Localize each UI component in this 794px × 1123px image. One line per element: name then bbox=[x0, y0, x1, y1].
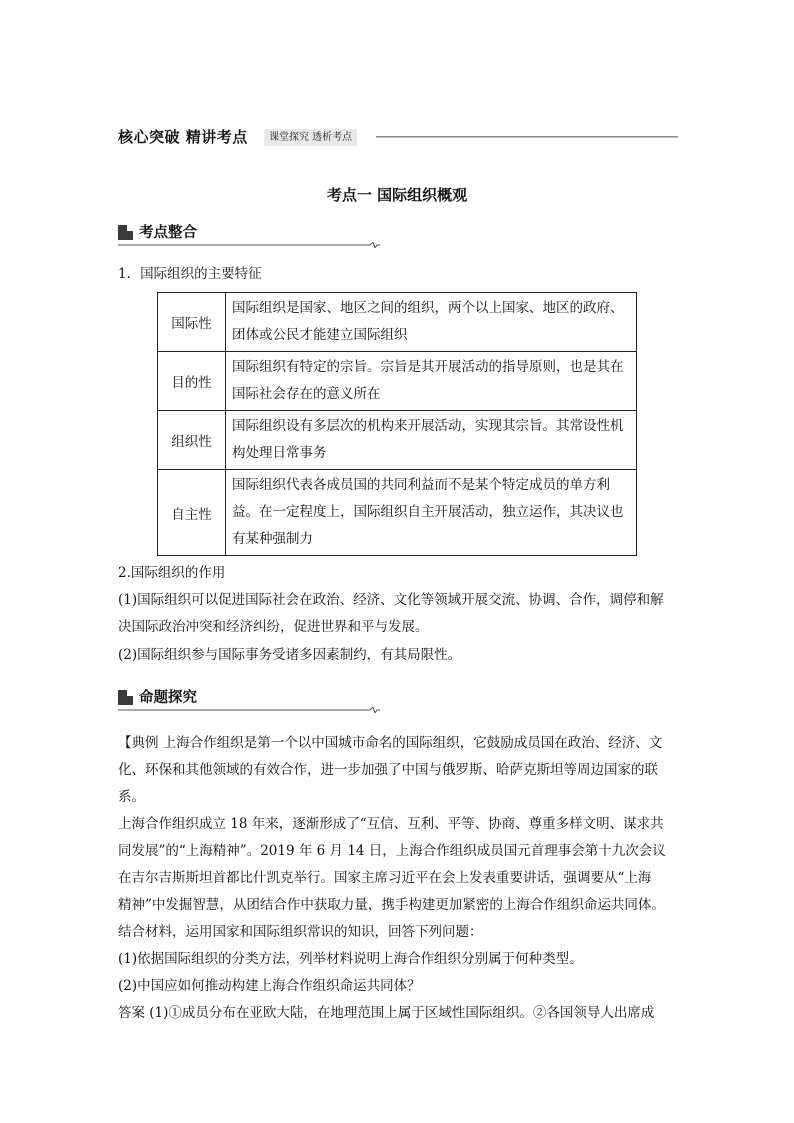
page-title: 考点一 国际组织概观 bbox=[326, 186, 468, 204]
section-marker-icon bbox=[118, 690, 133, 705]
section-underline bbox=[118, 242, 380, 248]
table-row bbox=[158, 411, 637, 470]
answer-line: 答案 (1)①成员分布在亚欧大陆，在地理范围上属于区域性国际组织。②各国领导人出席成 bbox=[118, 1005, 655, 1021]
question-1: (1)依据国际组织的分类方法，列举材料说明上海合作组织分别属于何种类型。 bbox=[118, 951, 583, 967]
section-marker-icon bbox=[118, 225, 133, 240]
feature-term: 国际性 bbox=[158, 293, 226, 352]
header-subtitle-tag: 课堂探究 透析考点 bbox=[264, 129, 357, 146]
roles-item-1-line-2: 决国际政治冲突和经济纠纷，促进世界和平与发展。 bbox=[118, 619, 429, 635]
section-underline bbox=[118, 707, 380, 713]
feature-term: 组织性 bbox=[158, 411, 226, 470]
feature-description: 国际组织有特定的宗旨。宗旨是其开展活动的指导原则，也是其在国际社会存在的意义所在 bbox=[226, 352, 637, 411]
section-header bbox=[118, 126, 678, 148]
feature-term: 自主性 bbox=[158, 470, 226, 556]
table-row bbox=[158, 470, 637, 556]
section-title: 考点整合 bbox=[139, 225, 197, 241]
example-line: 【典例 上海合作组织是第一个以中国城市命名的国际组织，它鼓励成员国在政治、经济、文 bbox=[118, 735, 663, 751]
roles-item-1-line-1: (1)国际组织可以促进国际社会在政治、经济、文化等领域开展交流、协调、合作，调停和解 bbox=[118, 592, 664, 608]
feature-description: 国际组织代表各成员国的共同利益而不是某个特定成员的单方利益。在一定程度上，国际组织自主开展活动，独立运作，其决议也有某种强制力 bbox=[226, 470, 637, 556]
example-line: 精神”中发掘智慧，从团结合作中获取力量，携手构建更加紧密的上海合作组织命运共同体。 bbox=[118, 897, 665, 913]
roles-item-2: (2)国际组织参与国际事务受诸多因素制约，有其局限性。 bbox=[118, 647, 462, 663]
feature-description: 国际组织设有多层次的机构来开展活动，实现其宗旨。其常设性机构处理日常事务 bbox=[226, 411, 637, 470]
section-heading-integration bbox=[118, 221, 380, 243]
example-line: 系。 bbox=[118, 789, 145, 805]
feature-term: 目的性 bbox=[158, 352, 226, 411]
example-line: 化、环保和其他领域的有效合作，进一步加强了中国与俄罗斯、哈萨克斯坦等周边国家的联 bbox=[118, 762, 658, 778]
table-row bbox=[158, 293, 637, 352]
roles-heading: 2.国际组织的作用 bbox=[118, 565, 226, 581]
header-main-title: 核心突破 精讲考点 bbox=[118, 128, 248, 146]
section-title: 命题探究 bbox=[139, 690, 197, 706]
features-heading: 1．国际组织的主要特征 bbox=[118, 266, 262, 282]
section-heading-exploration bbox=[118, 686, 380, 708]
header-rule bbox=[376, 136, 678, 138]
example-line: 上海合作组织成立 18 年来，逐渐形成了“互信、互利、平等、协商、尊重多样文明、谋求共 bbox=[118, 816, 664, 832]
question-2: (2)中国应如何推动构建上海合作组织命运共同体？ bbox=[118, 978, 421, 994]
example-line: 在吉尔吉斯斯坦首都比什凯克举行。国家主席习近平在会上发表重要讲话，强调要从“上海 bbox=[118, 870, 652, 886]
table-row bbox=[158, 352, 637, 411]
feature-description: 国际组织是国家、地区之间的组织，两个以上国家、地区的政府、团体或公民才能建立国际组织 bbox=[226, 293, 637, 352]
example-line: 结合材料，运用国家和国际组织常识的知识，回答下列问题： bbox=[118, 924, 483, 940]
example-line: 同发展”的“上海精神”。2019 年 6 月 14 日，上海合作组织成员国元首理事会第十九次会议 bbox=[118, 843, 666, 859]
features-table bbox=[157, 292, 637, 556]
